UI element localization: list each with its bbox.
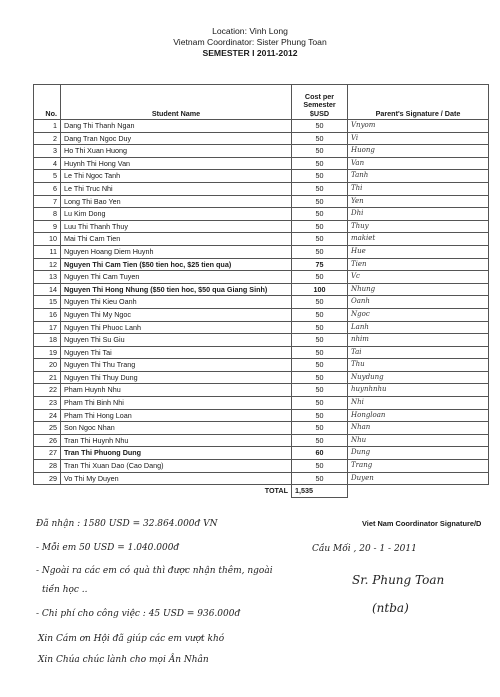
student-name: Nguyen Thi Cam Tien ($50 tien hoc, $25 tien qua): [61, 258, 292, 271]
row-number: 29: [34, 472, 61, 485]
parent-signature: Dhi: [348, 208, 489, 221]
student-name: Nguyen Thi Hong Nhung ($50 tien hoc, $50 qua Giang Sinh): [61, 283, 292, 296]
row-number: 10: [34, 233, 61, 246]
cost-value: 50: [292, 334, 348, 347]
row-number: 19: [34, 346, 61, 359]
parent-signature: Yen: [348, 195, 489, 208]
parent-signature: Vc: [348, 271, 489, 284]
cost-value: 60: [292, 447, 348, 460]
parent-signature: Thuy: [348, 220, 489, 233]
parent-signature: Hue: [348, 245, 489, 258]
student-name: Tran Thi Phuong Dung: [61, 447, 292, 460]
row-number: 15: [34, 296, 61, 309]
row-number: 23: [34, 397, 61, 410]
student-cost-table: [33, 84, 489, 498]
cost-value: 50: [292, 170, 348, 183]
cost-value: 50: [292, 359, 348, 372]
handwritten-blessing-note: Xin Chúa chúc lành cho mọi Ân Nhân: [38, 655, 209, 665]
handwritten-tuition-note: tiền học ..: [42, 585, 88, 595]
cost-value: 50: [292, 434, 348, 447]
student-name: Pham Thi Binh Nhi: [61, 397, 292, 410]
parent-signature: Vnyom: [348, 120, 489, 133]
parent-signature: Hongloan: [348, 409, 489, 422]
cost-value: 50: [292, 321, 348, 334]
student-name: Nguyen Thi My Ngoc: [61, 308, 292, 321]
student-name: Nguyen Thi Thu Trang: [61, 359, 292, 372]
cost-value: 75: [292, 258, 348, 271]
col-header-no: No.: [34, 85, 61, 120]
parent-signature: Nhu: [348, 434, 489, 447]
student-name: Son Ngoc Nhan: [61, 422, 292, 435]
parent-signature: makiet: [348, 233, 489, 246]
student-name: Nguyen Thi Thuy Dung: [61, 371, 292, 384]
parent-signature: Tien: [348, 258, 489, 271]
table-row: [34, 308, 489, 321]
row-number: 6: [34, 182, 61, 195]
cost-value: 50: [292, 271, 348, 284]
parent-signature: Van: [348, 157, 489, 170]
parent-signature: Vi: [348, 132, 489, 145]
table-row: [34, 434, 489, 447]
parent-signature: Nhung: [348, 283, 489, 296]
student-name: Nguyen Thi Su Giu: [61, 334, 292, 347]
col-header-student-name: Student Name: [61, 85, 292, 120]
handwritten-received-note: Đã nhận : 1580 USD = 32.864.000đ VN: [36, 519, 218, 529]
total-label: TOTAL: [61, 485, 292, 498]
cost-value: 50: [292, 245, 348, 258]
location-heading: Location: Vinh Long: [212, 26, 288, 36]
table-row: [34, 384, 489, 397]
row-number: 24: [34, 409, 61, 422]
table-row: [34, 460, 489, 473]
student-name: Mai Thi Cam Tien: [61, 233, 292, 246]
cost-value: 50: [292, 384, 348, 397]
table-row: [34, 296, 489, 309]
row-number: 18: [34, 334, 61, 347]
parent-signature: Oanh: [348, 296, 489, 309]
row-number: 21: [34, 371, 61, 384]
parent-signature: Nuydung: [348, 371, 489, 384]
cost-value: 50: [292, 460, 348, 473]
parent-signature: Nhan: [348, 422, 489, 435]
table-row: [34, 334, 489, 347]
table-row: [34, 208, 489, 221]
table-row: [34, 271, 489, 284]
handwritten-per-student-note: - Mỗi em 50 USD = 1.040.000đ: [36, 543, 180, 553]
cost-value: 50: [292, 208, 348, 221]
handwritten-signer-name: Sr. Phung Toan: [352, 573, 445, 587]
cost-value: 50: [292, 120, 348, 133]
table-row: [34, 220, 489, 233]
handwritten-thanks-note: Xin Cám ơn Hội đã giúp các em vượt khó: [38, 634, 225, 644]
row-number: 12: [34, 258, 61, 271]
student-name: Pham Thi Hong Loan: [61, 409, 292, 422]
cost-value: 100: [292, 283, 348, 296]
table-row: [34, 258, 489, 271]
cost-value: 50: [292, 145, 348, 158]
student-name: Nguyen Thi Phuoc Lanh: [61, 321, 292, 334]
cost-value: 50: [292, 220, 348, 233]
parent-signature: Nhi: [348, 397, 489, 410]
table-row: [34, 321, 489, 334]
table-row: [34, 182, 489, 195]
row-number: 27: [34, 447, 61, 460]
student-name: Dang Thi Thanh Ngan: [61, 120, 292, 133]
table-row: [34, 447, 489, 460]
handwritten-gift-note: - Ngoài ra các em có quà thì được nhận thêm, ngoài: [36, 566, 273, 576]
row-number: 9: [34, 220, 61, 233]
table-row: [34, 397, 489, 410]
row-number: 11: [34, 245, 61, 258]
row-number: 7: [34, 195, 61, 208]
row-number: 3: [34, 145, 61, 158]
row-number: 4: [34, 157, 61, 170]
cost-value: 50: [292, 233, 348, 246]
cost-value: 50: [292, 422, 348, 435]
parent-signature: Duyen: [348, 472, 489, 485]
parent-signature: Lanh: [348, 321, 489, 334]
cost-value: 50: [292, 409, 348, 422]
col-header-cost: Cost per Semester $USD: [292, 85, 348, 120]
row-number: 26: [34, 434, 61, 447]
parent-signature: Tai: [348, 346, 489, 359]
total-value: 1,535: [292, 485, 348, 498]
row-number: 1: [34, 120, 61, 133]
table-row: [34, 346, 489, 359]
student-name: Tran Thi Huynh Nhu: [61, 434, 292, 447]
student-name: Nguyen Thi Kieu Oanh: [61, 296, 292, 309]
table-row: [34, 283, 489, 296]
student-name: Nguyen Hoang Diem Huynh: [61, 245, 292, 258]
table-row: [34, 170, 489, 183]
parent-signature: Thi: [348, 182, 489, 195]
table-row: [34, 120, 489, 133]
table-row: [34, 245, 489, 258]
table-row: [34, 359, 489, 372]
table-row: [34, 157, 489, 170]
student-name: Nguyen Thi Tai: [61, 346, 292, 359]
student-name: Le Thi Ngoc Tanh: [61, 170, 292, 183]
row-number: 25: [34, 422, 61, 435]
student-name: Vo Thi My Duyen: [61, 472, 292, 485]
cost-value: 50: [292, 346, 348, 359]
parent-signature: Trang: [348, 460, 489, 473]
row-number: 28: [34, 460, 61, 473]
table-row: [34, 422, 489, 435]
cost-value: 50: [292, 472, 348, 485]
table-row: [34, 233, 489, 246]
parent-signature: huynhnhu: [348, 384, 489, 397]
student-name: Long Thi Bao Yen: [61, 195, 292, 208]
student-name: Luu Thi Thanh Thuy: [61, 220, 292, 233]
parent-signature: Dung: [348, 447, 489, 460]
table-row: [34, 472, 489, 485]
parent-signature: Thu: [348, 359, 489, 372]
row-number: 5: [34, 170, 61, 183]
total-row: [34, 485, 489, 498]
parent-signature: Huong: [348, 145, 489, 158]
handwritten-expense-note: - Chi phí cho công việc : 45 USD = 936.000đ: [36, 609, 241, 619]
cost-value: 50: [292, 132, 348, 145]
row-number: 22: [34, 384, 61, 397]
student-name: Tran Thi Xuan Dao (Cao Dang): [61, 460, 292, 473]
cost-value: 50: [292, 371, 348, 384]
table-row: [34, 371, 489, 384]
row-number: 17: [34, 321, 61, 334]
cost-value: 50: [292, 397, 348, 410]
parent-signature: nhim: [348, 334, 489, 347]
cost-value: 50: [292, 195, 348, 208]
row-number: 8: [34, 208, 61, 221]
col-header-parent-signature: Parent's Signature / Date: [348, 85, 489, 120]
table-header-row: [34, 85, 489, 120]
coordinator-heading: Vietnam Coordinator: Sister Phung Toan: [173, 37, 327, 47]
table-row: [34, 145, 489, 158]
row-number: 16: [34, 308, 61, 321]
table-row: [34, 132, 489, 145]
table-row: [34, 195, 489, 208]
row-number: 13: [34, 271, 61, 284]
cost-value: 50: [292, 182, 348, 195]
student-name: Le Thi Truc Nhi: [61, 182, 292, 195]
row-number: 14: [34, 283, 61, 296]
cost-value: 50: [292, 157, 348, 170]
student-name: Ho Thi Xuan Huong: [61, 145, 292, 158]
semester-heading: SEMESTER I 2011-2012: [202, 48, 298, 58]
handwritten-signer-note: (ntba): [372, 601, 409, 615]
handwritten-place-date: Cầu Mối , 20 - 1 - 2011: [312, 544, 417, 554]
row-number: 20: [34, 359, 61, 372]
student-name: Pham Huynh Nhu: [61, 384, 292, 397]
cost-value: 50: [292, 308, 348, 321]
coordinator-signature-label: Viet Nam Coordinator Signature/D: [362, 519, 482, 528]
student-name: Huynh Thi Hong Van: [61, 157, 292, 170]
parent-signature: Ngoc: [348, 308, 489, 321]
row-number: 2: [34, 132, 61, 145]
student-name: Nguyen Thi Cam Tuyen: [61, 271, 292, 284]
cost-value: 50: [292, 296, 348, 309]
parent-signature: Tanh: [348, 170, 489, 183]
table-row: [34, 409, 489, 422]
student-name: Lu Kim Dong: [61, 208, 292, 221]
student-name: Dang Tran Ngoc Duy: [61, 132, 292, 145]
